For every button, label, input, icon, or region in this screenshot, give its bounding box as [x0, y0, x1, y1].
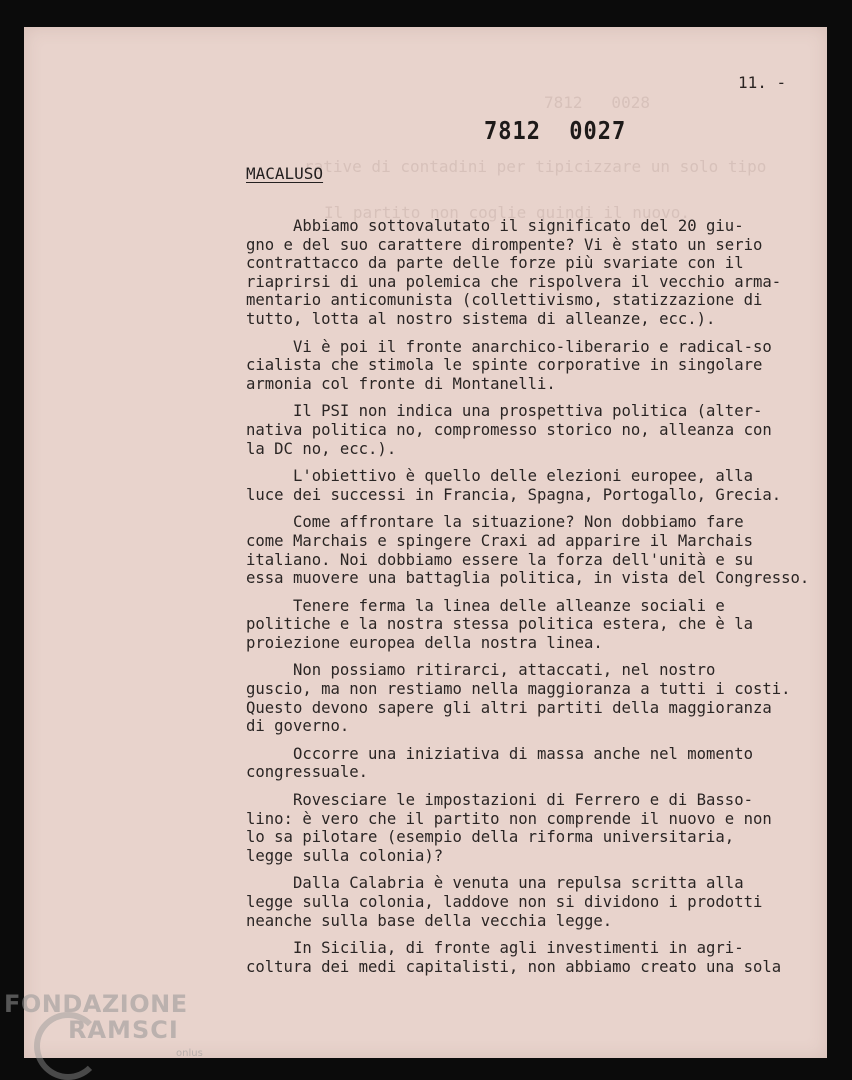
text-line: cialista che stimola le spinte corporative in singolare [246, 356, 763, 375]
paragraph [246, 661, 826, 735]
text-line: L'obiettivo è quello delle elezioni europee, alla [246, 467, 753, 486]
paragraph [246, 791, 826, 865]
show-through-text: Il partito non coglie quindi il nuovo. [324, 203, 691, 222]
logo-line-1: FONDAZIONE [4, 990, 188, 1018]
text-line: Tenere ferma la linea delle alleanze sociali e [246, 596, 725, 615]
paragraph [246, 513, 826, 587]
text-line: lino: è vero che il partito non comprende il nuovo e non [246, 809, 772, 828]
text-line: congressuale. [246, 763, 369, 782]
text-line: Come affrontare la situazione? Non dobbiamo fare [246, 513, 744, 532]
text-line: italiano. Noi dobbiamo essere la forza dell'unità e su [246, 550, 753, 569]
text-line: Non possiamo ritirarci, attaccati, nel nostro [246, 661, 716, 680]
text-line: neanche sulla base della vecchia legge. [246, 911, 613, 930]
paragraph [246, 338, 826, 394]
document-body [246, 217, 826, 985]
paragraph [246, 745, 826, 782]
text-line: legge sulla colonia, laddove non si dividono i prodotti [246, 893, 763, 911]
text-line: Rovesciare le impostazioni di Ferrero e di Basso- [246, 791, 753, 810]
text-line: tutto, lotta al nostro sistema di alleanze, ecc.). [246, 309, 716, 328]
text-line: Il PSI non indica una prospettiva politica (alter- [246, 402, 763, 421]
text-line: Questo devono sapere gli altri partiti della maggioranza [246, 698, 772, 717]
text-line: nativa politica no, compromesso storico no, alleanza con [246, 420, 772, 439]
text-line: come Marchais e spingere Craxi ad apparire il Marchais [246, 531, 753, 550]
logo-line-2: RAMSCI [68, 1016, 179, 1044]
paragraph [246, 597, 826, 653]
logo-line-3: onlus [176, 1048, 203, 1059]
text-line: armonia col fronte di Montanelli. [246, 374, 556, 393]
fondazione-gramsci-logo [4, 990, 203, 1059]
text-line: guscio, ma non restiamo nella maggioranza a tutti i costi. [246, 680, 791, 699]
text-line: proiezione europea della nostra linea. [246, 633, 603, 652]
text-line: Vi è poi il fronte anarchico-liberario e radical-so [246, 337, 772, 356]
text-line: politiche e la nostra stessa politica estera, che è la [246, 615, 753, 634]
show-through-text: rative di contadini per tipicizzare un solo tipo [304, 157, 767, 176]
text-line: In Sicilia, di fronte agli investimenti in agri- [246, 939, 744, 958]
document-page [24, 27, 827, 1058]
text-line: Dalla Calabria è venuta una repulsa scritta alla [246, 874, 744, 893]
paragraph [246, 217, 826, 329]
text-line: luce dei successi in Francia, Spagna, Portogallo, Grecia. [246, 485, 782, 504]
text-line: essa muovere una battaglia politica, in vista del Congresso. [246, 569, 810, 588]
text-line: mentario anticomunista (collettivismo, statizzazione di [246, 291, 763, 310]
text-line: la DC no, ecc.). [246, 439, 397, 458]
logo-g-mark [34, 1012, 102, 1080]
show-through-text: 7812 0028 [544, 93, 650, 112]
text-line: coltura dei medi capitalisti, non abbiamo creato una sola [246, 957, 782, 976]
paragraph [246, 467, 826, 504]
archive-stamp: 7812 0027 [484, 117, 627, 146]
text-line: gno e del suo carattere dirompente? Vi è stato un serio [246, 235, 763, 254]
paragraph [246, 402, 826, 458]
text-line: riaprirsi di una polemica che rispolvera il vecchio arma- [246, 272, 782, 291]
speaker-heading: MACALUSO [246, 164, 324, 183]
text-line: legge sulla colonia)? [246, 846, 444, 865]
text-line: contrattacco da parte delle forze più svariate con il [246, 254, 744, 273]
paragraph [246, 874, 826, 930]
text-line: Occorre una iniziativa di massa anche nel momento [246, 744, 753, 763]
text-line: Abbiamo sottovalutato il significato del 20 giu- [246, 217, 744, 235]
page-number: 11. - [738, 73, 787, 92]
text-line: di governo. [246, 717, 350, 736]
paragraph [246, 939, 826, 976]
text-line: lo sa pilotare (esempio della riforma universitaria, [246, 828, 735, 847]
